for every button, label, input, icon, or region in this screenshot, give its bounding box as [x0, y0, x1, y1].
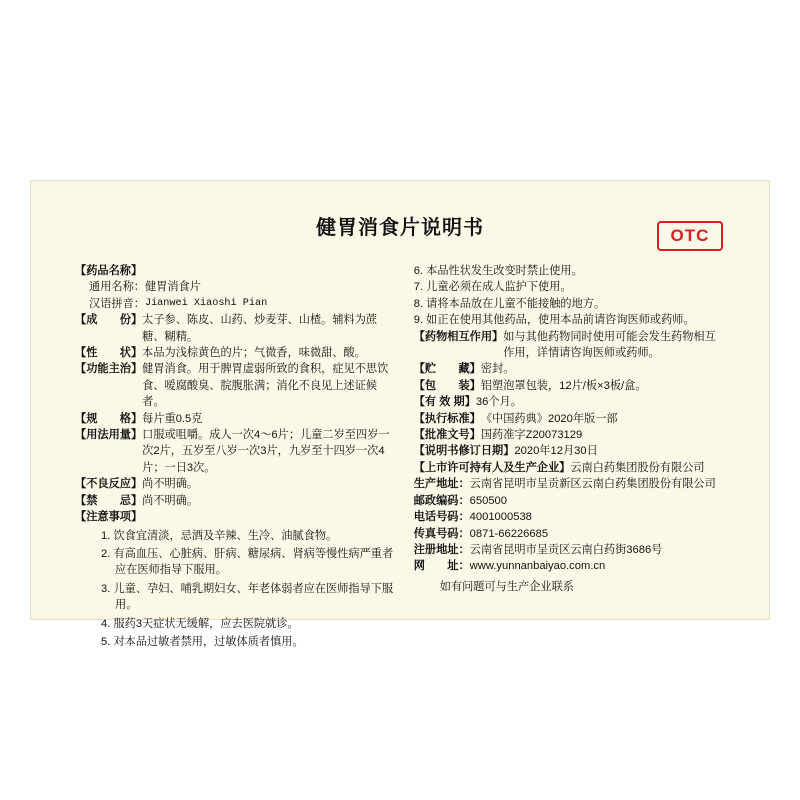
value-postal-code: 650500 — [469, 494, 508, 507]
registered-address-row — [414, 542, 725, 558]
section-specification — [75, 411, 396, 427]
value-indications: 健胃消食。用于脾胃虚弱所致的食积，症见不思饮食、嗳腐酸臭、脘腹胀满；消化不良见上述证候者。 — [142, 363, 389, 409]
label-adverse-reactions: 【不良反应】 — [75, 478, 143, 491]
leaflet-inner — [53, 195, 747, 648]
value-registered-address: 云南省昆明市呈贡区云南白药街3686号 — [469, 543, 663, 556]
section-ingredients — [75, 312, 396, 345]
section-license-holder — [414, 460, 725, 476]
label-storage: 【贮 藏】 — [413, 363, 481, 376]
section-drug-name — [75, 263, 396, 312]
section-standard — [414, 411, 725, 427]
pinyin-row — [75, 296, 396, 312]
precautions-continued — [414, 263, 725, 329]
value-specification: 每片重0.5克 — [142, 412, 203, 425]
value-drug-interactions: 如与其他药物同时使用可能会发生药物相互作用，详情请咨询医师或药师。 — [503, 330, 716, 360]
precaution-item-8: 8. 请将本品放在儿童不能接触的地方。 — [413, 297, 606, 310]
precaution-item-6: 6. 本品性状发生改变时禁止使用。 — [413, 265, 583, 277]
right-column — [414, 263, 725, 650]
value-standard: 《中国药典》2020年版一部 — [480, 412, 618, 425]
value-phone-number: 4001000538 — [469, 511, 532, 524]
value-revision-date: 2020年12月30日 — [514, 445, 598, 458]
otc-badge: OTC — [657, 221, 723, 251]
section-packaging — [414, 378, 725, 394]
production-address-row — [414, 476, 725, 492]
value-storage: 密封。 — [480, 363, 515, 376]
value-appearance: 本品为浅棕黄色的片；气微香，味微甜、酸。 — [142, 347, 366, 360]
precaution-item-4: 4. 服药3天症状无缓解，应去医院就诊。 — [101, 617, 299, 630]
label-phone-number: 电话号码： — [413, 511, 470, 524]
precaution-item-2: 2. 有高血压、心脏病、肝病、糖尿病、肾病等慢性病严重者应在医师指导下服用。 — [101, 547, 394, 577]
medicine-leaflet — [30, 180, 770, 648]
value-website[interactable]: www.yunnanbaiyao.com.cn — [469, 560, 606, 573]
label-website: 网 址： — [413, 560, 470, 573]
section-storage — [414, 361, 725, 377]
label-approval-number: 【批准文号】 — [413, 429, 481, 442]
value-contraindications: 尚不明确。 — [142, 494, 199, 507]
precaution-item-1: 1. 饮食宜清淡，忌酒及辛辣、生冷、油腻食物。 — [101, 529, 338, 542]
precaution-item-7: 7. 儿童必须在成人监护下使用。 — [413, 281, 572, 294]
footer-note: 如有问题可与生产企业联系 — [439, 580, 574, 593]
postal-code-row — [414, 493, 725, 509]
precaution-item-9: 9. 如正在使用其他药品，使用本品前请咨询医师或药师。 — [413, 314, 695, 327]
label-postal-code: 邮政编码： — [413, 494, 470, 507]
phone-number-row — [414, 509, 725, 525]
label-revision-date: 【说明书修订日期】 — [413, 445, 515, 458]
section-adverse-reactions — [75, 476, 396, 492]
label-shelf-life: 【有 效 期】 — [413, 396, 476, 409]
value-pinyin: Jianwei Xiaoshi Pian — [144, 297, 268, 309]
section-indications — [75, 361, 396, 410]
label-pinyin: 汉语拼音： — [89, 297, 145, 310]
label-packaging: 【包 装】 — [413, 379, 481, 392]
label-ingredients: 【成 份】 — [75, 314, 143, 327]
value-production-address: 云南省昆明市呈贡新区云南白药集团股份有限公司 — [469, 478, 716, 491]
manufacturer-details — [414, 476, 725, 574]
website-row[interactable] — [414, 558, 725, 574]
generic-name-row — [75, 279, 396, 295]
label-indications: 【功能主治】 — [75, 363, 143, 376]
section-shelf-life — [414, 394, 725, 410]
label-standard: 【执行标准】 — [413, 412, 481, 425]
precaution-item-5: 5. 对本品过敏者禁用，过敏体质者慎用。 — [101, 635, 304, 648]
label-drug-interactions: 【药物相互作用】 — [413, 330, 504, 343]
precaution-item-3: 3. 儿童、孕妇、哺乳期妇女、年老体弱者应在医师指导下服用。 — [101, 582, 394, 612]
section-dosage — [75, 427, 396, 476]
label-drug-name: 【药品名称】 — [75, 265, 143, 277]
section-revision-date — [414, 443, 725, 459]
section-appearance — [75, 345, 396, 361]
value-ingredients: 太子参、陈皮、山药、炒麦芽、山楂。辅料为蔗糖、糊精。 — [142, 314, 378, 343]
section-drug-interactions — [414, 329, 725, 362]
label-dosage: 【用法用量】 — [75, 429, 143, 442]
label-fax-number: 传真号码： — [413, 527, 470, 540]
value-adverse-reactions: 尚不明确。 — [142, 478, 199, 491]
section-approval-number — [414, 427, 725, 443]
label-license-holder: 【上市许可持有人及生产企业】 — [413, 461, 571, 474]
label-registered-address: 注册地址： — [413, 543, 470, 556]
left-column — [75, 263, 396, 650]
label-contraindications: 【禁 忌】 — [75, 494, 143, 507]
fax-number-row — [414, 526, 725, 542]
value-dosage: 口服或咀嚼。成人一次4～6片；儿童二岁至四岁一次2片，五岁至八岁一次3片，九岁至十四岁一次4片；一日3次。 — [142, 429, 390, 474]
section-precautions — [75, 509, 396, 650]
label-generic-name: 通用名称： — [89, 281, 145, 294]
label-appearance: 【性 状】 — [75, 347, 143, 360]
page-title: 健胃消食片说明书 — [316, 217, 484, 239]
section-contraindications — [75, 493, 396, 509]
value-license-holder: 云南白药集团股份有限公司 — [570, 461, 705, 474]
value-fax-number: 0871-66226685 — [469, 527, 549, 540]
label-production-address: 生产地址： — [413, 478, 470, 491]
value-approval-number: 国药准字Z20073129 — [480, 429, 583, 442]
value-packaging: 铝塑泡罩包装，12片/板×3板/盒。 — [480, 379, 647, 392]
label-specification: 【规 格】 — [75, 412, 143, 425]
label-precautions: 【注意事项】 — [75, 511, 143, 524]
value-shelf-life: 36个月。 — [475, 396, 522, 409]
value-generic-name: 健胃消食片 — [144, 281, 201, 294]
leaflet-columns — [75, 263, 725, 650]
